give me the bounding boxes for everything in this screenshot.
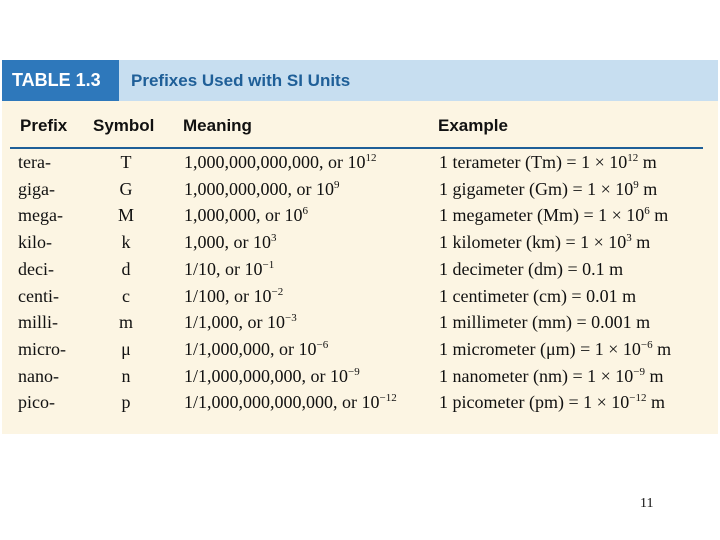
symbol-cell [100,309,152,335]
example-tail: m [646,392,665,413]
prefix-cell [18,176,55,202]
table-row [2,229,718,255]
example-tail: m [649,205,669,226]
example-exp: −6 [640,338,653,351]
example-cell [439,202,668,228]
prefix-cell [18,283,59,309]
symbol: d [121,258,131,279]
column-header-symbol: Symbol [93,116,155,135]
column-header-example: Example [438,116,508,135]
meaning: 1/1,000,000,000,000, or 10 [184,392,380,413]
table-row [2,309,718,335]
meaning-exp: −1 [262,258,275,271]
symbol: p [121,392,131,413]
prefix-cell [18,363,59,389]
prefix: nano- [18,365,59,386]
prefix: micro- [18,338,66,359]
example-cell [439,389,665,415]
symbol: T [120,152,132,172]
example-exp: 3 [626,232,632,245]
example: 1 decimeter (dm) = 0.1 m [439,258,624,279]
prefix-cell [18,256,54,282]
meaning-exp: 12 [365,152,377,164]
symbol-cell [100,283,152,309]
prefix: kilo- [18,232,52,253]
example-exp: 9 [633,178,639,191]
prefix-cell [18,309,58,335]
column-header-prefix: Prefix [20,116,68,135]
symbol: G [119,178,133,199]
prefix-cell [18,229,52,255]
example: 1 megameter (Mm) = 1 × 10 [439,205,645,226]
table-header [2,60,718,101]
table-row [2,149,718,175]
symbol: c [122,285,130,306]
example-exp: −9 [633,365,645,378]
example-cell [439,363,664,389]
meaning-cell [184,363,360,389]
prefix-cell [18,202,63,228]
example-cell [439,229,650,255]
meaning-exp: −12 [379,392,397,405]
example-tail: m [638,152,657,172]
table-row [2,256,718,282]
example: 1 terameter (Tm) = 1 × 10 [439,152,628,172]
meaning-exp: −6 [316,338,329,351]
meaning-exp: −3 [285,312,297,325]
prefix-cell [18,336,66,362]
table-row [2,389,718,415]
prefix: tera- [18,152,51,172]
example-exp: 6 [644,205,650,218]
symbol-cell [100,336,152,362]
table-row [2,336,718,362]
example: 1 nanometer (nm) = 1 × 10 [439,365,634,386]
prefix: giga- [18,178,55,199]
example-cell [439,336,671,362]
symbol-cell [100,149,152,175]
example-cell [439,283,636,309]
example: 1 picometer (pm) = 1 × 10 [439,392,630,413]
table-title: Prefixes Used with SI Units [119,60,718,101]
table-row [2,283,718,309]
table-row [2,202,718,228]
example-cell [439,256,623,282]
example: 1 kilometer (km) = 1 × 10 [439,232,627,253]
meaning: 1,000, or 10 [184,232,271,253]
symbol-cell [100,389,152,415]
example-tail: m [652,338,672,359]
symbol-cell [100,363,152,389]
example-tail: m [631,232,651,253]
example-tail: m [644,365,664,386]
prefix: milli- [18,312,58,333]
meaning-cell [184,229,277,255]
meaning-cell [184,309,297,335]
table-row [2,363,718,389]
meaning-cell [184,202,308,228]
example: 1 millimeter (mm) = 0.001 m [439,312,651,333]
meaning-exp: 9 [334,178,340,191]
column-header-meaning: Meaning [183,116,252,135]
meaning-cell [184,256,274,282]
symbol: k [121,232,131,253]
si-prefix-table [2,60,718,434]
prefix: centi- [18,285,59,306]
table-number-label: TABLE 1.3 [2,60,119,101]
meaning: 1,000,000,000,000, or 10 [184,152,366,172]
table-row [2,176,718,202]
meaning-exp: −2 [271,285,284,298]
example-exp: 12 [627,152,639,164]
meaning-cell [184,336,328,362]
symbol: M [117,205,134,226]
prefix: deci- [18,258,54,279]
symbol: n [121,365,131,386]
meaning-cell [184,283,283,309]
symbol-cell [100,202,152,228]
example-tail: m [638,178,658,199]
symbol-cell [100,176,152,202]
example-cell [439,149,657,175]
meaning-exp: 3 [271,232,277,245]
meaning: 1/1,000,000,000, or 10 [184,365,348,386]
example-cell [439,309,650,335]
meaning-cell [184,149,377,175]
symbol-cell [100,229,152,255]
symbol: μ [121,338,131,359]
prefix: pico- [18,392,55,413]
example: 1 micrometer (μm) = 1 × 10 [439,338,641,359]
example-cell [439,176,657,202]
prefix: mega- [18,205,63,226]
symbol: m [118,312,133,333]
symbol-cell [100,256,152,282]
example-exp: −12 [629,392,647,405]
meaning: 1/10, or 10 [184,258,263,279]
example: 1 gigameter (Gm) = 1 × 10 [439,178,634,199]
page-number: 11 [640,496,654,511]
example: 1 centimeter (cm) = 0.01 m [439,285,637,306]
meaning-exp: 6 [302,205,308,218]
prefix-cell [18,389,55,415]
meaning-exp: −9 [348,365,360,378]
meaning: 1/1,000,000, or 10 [184,338,317,359]
meaning: 1,000,000, or 10 [184,205,303,226]
meaning-cell [184,176,340,202]
prefix-cell [18,149,51,175]
meaning-cell [184,389,397,415]
meaning: 1/100, or 10 [184,285,272,306]
meaning: 1,000,000,000, or 10 [184,178,334,199]
meaning: 1/1,000, or 10 [184,312,285,333]
